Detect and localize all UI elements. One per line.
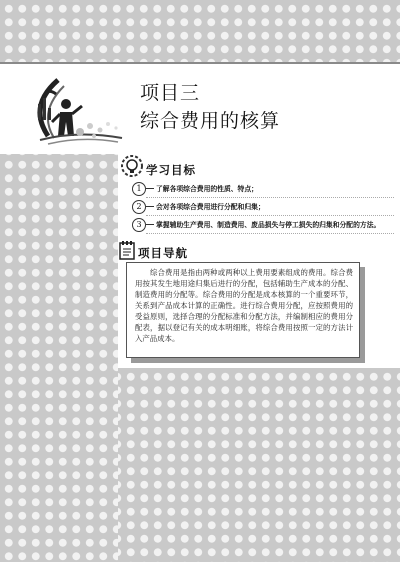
item-number: 3 bbox=[132, 218, 146, 232]
objective-text: 了解各项综合费用的性质、特点； bbox=[156, 185, 258, 193]
connector-line bbox=[146, 188, 154, 189]
objectives-heading: 学习目标 bbox=[146, 163, 196, 177]
notepad-icon bbox=[118, 240, 136, 260]
item-number: 2 bbox=[132, 200, 146, 214]
list-item bbox=[132, 180, 394, 198]
businessman-figure-icon bbox=[18, 66, 128, 148]
objective-text: 会对各项综合费用进行分配和归集； bbox=[156, 203, 265, 211]
connector-line bbox=[146, 224, 154, 225]
list-item bbox=[132, 198, 394, 216]
divider bbox=[146, 233, 394, 234]
dotted-background-top bbox=[0, 0, 400, 62]
item-number: 1 bbox=[132, 182, 146, 196]
dotted-background-bottom-right bbox=[118, 368, 400, 562]
connector-line bbox=[146, 206, 154, 207]
objective-text: 掌握辅助生产费用、制造费用、废品损失与停工损失的归集和分配的方法。 bbox=[156, 221, 381, 229]
objectives-list bbox=[132, 180, 394, 234]
navigation-body: 综合费用是指由两种或两种以上费用要素组成的费用。综合费用按其发生地用途归集后进行的分配，包括辅助生产成本的分配、制造费用的分配等。综合费用的分配是成本核算的一个重要环节，关系到产品成本计算的正确性。进行综合费用分配，应按照费用的受益原则，选择合理的分配标准和分配方法，并编制相应的费用分配表，据以登记有关的成本明细账，将综合费用按照一定的方法计入产品成本。 bbox=[135, 268, 353, 343]
lightbulb-gear-icon bbox=[120, 154, 144, 178]
navigation-heading: 项目导航 bbox=[138, 246, 188, 260]
chapter-title: 综合费用的核算 bbox=[140, 110, 281, 132]
navigation-box bbox=[126, 262, 360, 358]
dotted-background-left bbox=[0, 154, 118, 562]
list-item bbox=[132, 216, 394, 234]
chapter-number: 项目三 bbox=[140, 82, 201, 104]
